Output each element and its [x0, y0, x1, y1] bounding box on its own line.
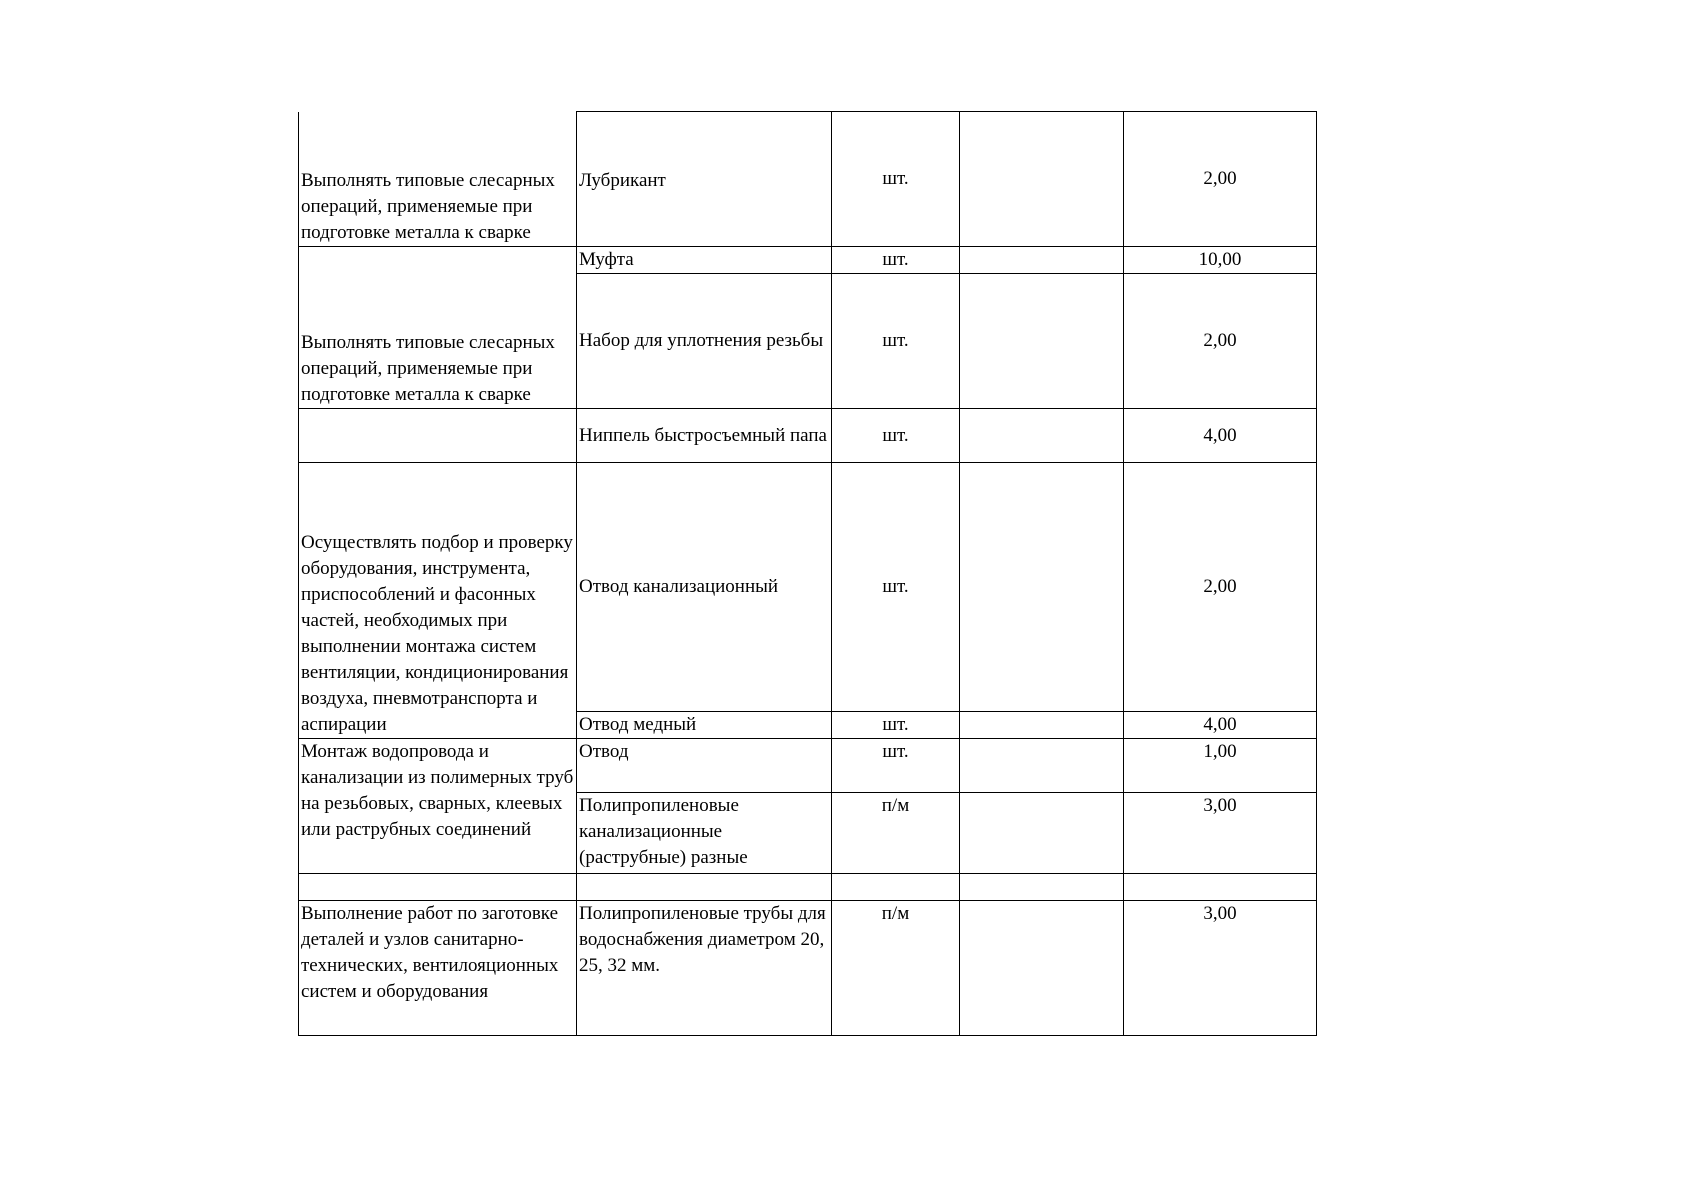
skill-cell: Монтаж водопровода и канализации из полимерных труб на резьбовых, сварных, клеевых или раструбных соединений [299, 739, 577, 874]
skill-cell [299, 874, 577, 901]
table-row [299, 112, 1317, 247]
unit-cell: шт. [832, 247, 960, 274]
quantity-cell: 1,00 [1124, 739, 1317, 793]
quantity-cell: 2,00 [1124, 112, 1317, 247]
quantity-cell: 4,00 [1124, 409, 1317, 463]
item-name-cell: Набор для уплотнения резьбы [577, 274, 832, 409]
empty-cell [960, 739, 1124, 793]
empty-cell [960, 274, 1124, 409]
item-name-cell: Отвод [577, 739, 832, 793]
quantity-cell: 4,00 [1124, 712, 1317, 739]
empty-cell [960, 463, 1124, 712]
table-row [299, 739, 1317, 793]
unit-cell: шт. [832, 409, 960, 463]
item-name-cell: Муфта [577, 247, 832, 274]
item-name-cell: Отвод медный [577, 712, 832, 739]
quantity-cell: 2,00 [1124, 463, 1317, 712]
table-row [299, 901, 1317, 1036]
empty-cell [960, 712, 1124, 739]
item-name-cell: Лубрикант [577, 112, 832, 247]
skill-cell [299, 409, 577, 463]
skill-cell: Выполнять типовые слесарных операций, применяемые при подготовке металла к сварке [299, 112, 577, 247]
empty-cell [960, 247, 1124, 274]
skill-cell: Осуществлять подбор и проверку оборудования, инструмента, приспособлений и фасонных частей, необходимых при выполнении монтажа систем вентиляции, кондиционирования воздуха, пневмотранспорта и аспирации [299, 463, 577, 739]
unit-cell: шт. [832, 739, 960, 793]
empty-cell [960, 112, 1124, 247]
quantity-cell: 3,00 [1124, 901, 1317, 1036]
unit-cell: шт. [832, 112, 960, 247]
unit-cell: п/м [832, 901, 960, 1036]
item-name-cell [577, 874, 832, 901]
unit-cell [832, 874, 960, 901]
empty-cell [960, 874, 1124, 901]
unit-cell: п/м [832, 793, 960, 874]
unit-cell: шт. [832, 274, 960, 409]
quantity-cell: 2,00 [1124, 274, 1317, 409]
item-name-cell: Полипропиленовые трубы для водоснабжения диаметром 20, 25, 32 мм. [577, 901, 832, 1036]
empty-cell [960, 793, 1124, 874]
unit-cell: шт. [832, 712, 960, 739]
table-row [299, 463, 1317, 712]
item-name-cell: Отвод канализационный [577, 463, 832, 712]
quantity-cell: 10,00 [1124, 247, 1317, 274]
table-row [299, 874, 1317, 901]
empty-cell [960, 901, 1124, 1036]
skill-cell: Выполнение работ по заготовке деталей и узлов санитарно-технических, вентилояционных систем и оборудования [299, 901, 577, 1036]
item-name-cell: Ниппель быстросъемный папа [577, 409, 832, 463]
table-row [299, 409, 1317, 463]
materials-table [298, 111, 1317, 1036]
unit-cell: шт. [832, 463, 960, 712]
quantity-cell [1124, 874, 1317, 901]
empty-cell [960, 409, 1124, 463]
item-name-cell: Полипропиленовые канализационные (раструбные) разные [577, 793, 832, 874]
skill-cell: Выполнять типовые слесарных операций, применяемые при подготовке металла к сварке [299, 247, 577, 409]
table-row [299, 247, 1317, 274]
quantity-cell: 3,00 [1124, 793, 1317, 874]
